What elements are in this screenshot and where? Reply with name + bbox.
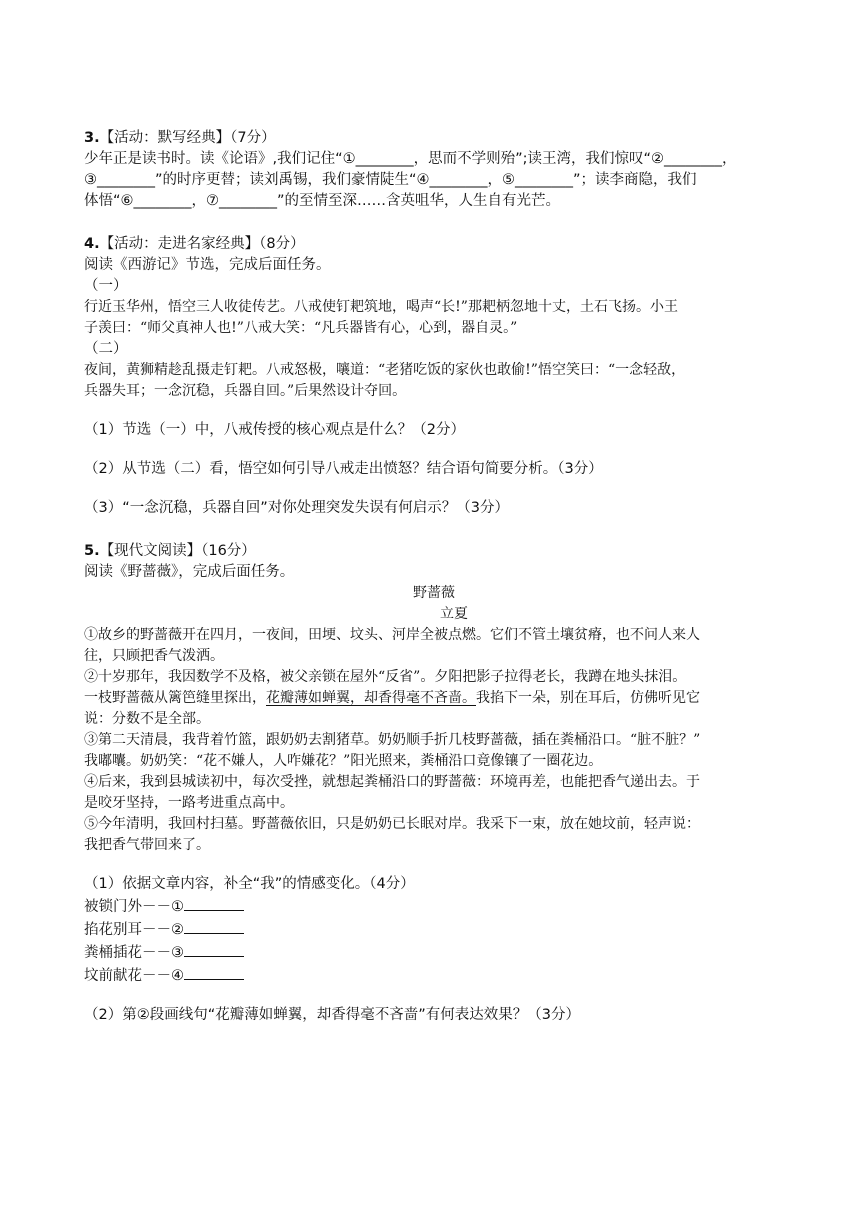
q4-part1-line-2: 子羡曰：“师父真神人也!”八戒大笑：“凡兵器皆有心，心到，器自灵。” [84,320,518,336]
q3-line-1: 少年正是读书时。读《论语》,我们记住“①________，思而不学则殆”;读王湾，我们惊叹“②________， [84,151,737,167]
essay-p2-line-3: 说：分数不是全部。 [84,711,210,727]
q4-part1-line-1: 行近玉华州，悟空三人收徒传艺。八戒使钉耙筑地，喝声“长!”那耙柄忽地十丈，土石飞扬。小王 [84,299,678,315]
answer-blank[interactable] [184,941,244,957]
q4-part1-label: （一） [84,278,128,294]
essay-p1-line-2: 往，只顾把香气泼洒。 [84,648,224,664]
underlined-sentence: 花瓣薄如蝉翼，却香得毫不吝啬。 [266,690,476,706]
exam-page [84,128,784,1026]
essay-author: 立夏 [440,606,468,622]
q3-heading [84,128,784,149]
q5-intro: 阅读《野蔷薇》，完成后面任务。 [84,564,295,580]
q5-subquestion-2: （2）第②段画线句“花瓣薄如蝉翼，却香得毫不吝啬”有何表达效果？（3分） [84,1007,580,1023]
q4-part2-line-2: 兵器失耳；一念沉稳，兵器自回。”后果然设计夺回。 [84,383,407,399]
essay-p1-line-1: ①故乡的野蔷薇开在四月，一夜间，田埂、坟头、河岸全被点燃。它们不管土壤贫瘠，也不问人来人 [84,627,700,643]
emotion-chain-label: 粪桶插花－－③ [84,945,184,961]
answer-blank[interactable] [184,918,244,934]
answer-blank[interactable] [184,964,244,980]
emotion-chain-item [84,895,784,918]
q3-line-2: ③________”的时序更替；读刘禹锡，我们豪情陡生“④________，⑤________”；读李商隐，我们 [84,172,697,188]
q4-subquestion-1: （1）节选（一）中，八戒传授的核心观点是什么？（2分） [84,422,465,438]
essay-p4-line-1: ④后来，我到县城读初中，每次受挫，就想起粪桶沿口的野蔷薇：环境再差，也能把香气递出去。于 [84,774,700,790]
q5-points: （16分） [201,543,256,559]
q5-title: 【现代文阅读】 [99,543,202,559]
q3-number: 3. [84,130,100,146]
q5-number: 5. [84,543,100,559]
q3-line-3: 体悟“⑥________，⑦________”的至情至深……含英咀华，人生自有光芒。 [84,193,561,209]
q5-subquestion-1: （1）依据文章内容，补全“我”的情感变化。（4分） [84,876,415,892]
emotion-chain-item [84,941,784,964]
essay-p2-line-2-post: 我掐下一朵，别在耳后，仿佛听见它 [476,690,700,706]
q3-points: （7分） [230,130,276,146]
q4-subquestion-2: （2）从节选（二）看，悟空如何引导八戒走出愤怒？结合语句简要分析。（3分） [84,461,603,477]
essay-p2-line-2 [84,688,784,709]
essay-p3-line-2: 我嘟囔。奶奶笑：“花不嫌人，人咋嫌花？”阳光照来，粪桶沿口竟像镶了一圈花边。 [84,753,603,769]
q4-subquestion-3: （3）“一念沉稳，兵器自回”对你处理突发失误有何启示？（3分） [84,500,509,516]
essay-p5-line-2: 我把香气带回来了。 [84,837,210,853]
essay-title: 野蔷薇 [413,585,455,601]
emotion-chain-item [84,918,784,941]
q5-heading [84,541,784,562]
essay-p5-line-1: ⑤今年清明，我回村扫墓。野蔷薇依旧，只是奶奶已长眠对岸。我采下一束，放在她坟前，轻声说： [84,816,700,832]
essay-p2-line-2-pre: 一枝野蔷薇从篱笆缝里探出， [84,690,266,706]
emotion-chain-label: 被锁门外－－① [84,899,184,915]
q4-title: 【活动：走进名家经典】 [99,236,260,252]
q4-part2-line-1: 夜间，黄狮精趁乱摄走钉耙。八戒怒极，嚷道：“老猪吃饭的家伙也敢偷!”悟空笑曰：“一念轻敌， [84,362,686,378]
q3-title: 【活动：默写经典】 [99,130,231,146]
q4-number: 4. [84,236,100,252]
essay-p3-line-1: ③第二天清晨，我背着竹篮，跟奶奶去割猪草。奶奶顺手折几枝野蔷薇，插在粪桶沿口。“脏不脏？” [84,732,701,748]
q4-intro: 阅读《西游记》节选，完成后面任务。 [84,257,331,273]
emotion-chain-label: 坟前献花－－④ [84,968,184,984]
q4-heading [84,234,784,255]
q4-points: （8分） [259,236,305,252]
q4-part2-label: （二） [84,341,128,357]
answer-blank[interactable] [184,895,244,911]
emotion-chain-item [84,964,784,987]
essay-p2-line-1: ②十岁那年，我因数学不及格，被父亲锁在屋外“反省”。夕阳把影子拉得老长，我蹲在地头抹泪。 [84,669,687,685]
emotion-chain-label: 掐花别耳－－② [84,922,184,938]
essay-p4-line-2: 是咬牙坚持，一路考进重点高中。 [84,795,294,811]
